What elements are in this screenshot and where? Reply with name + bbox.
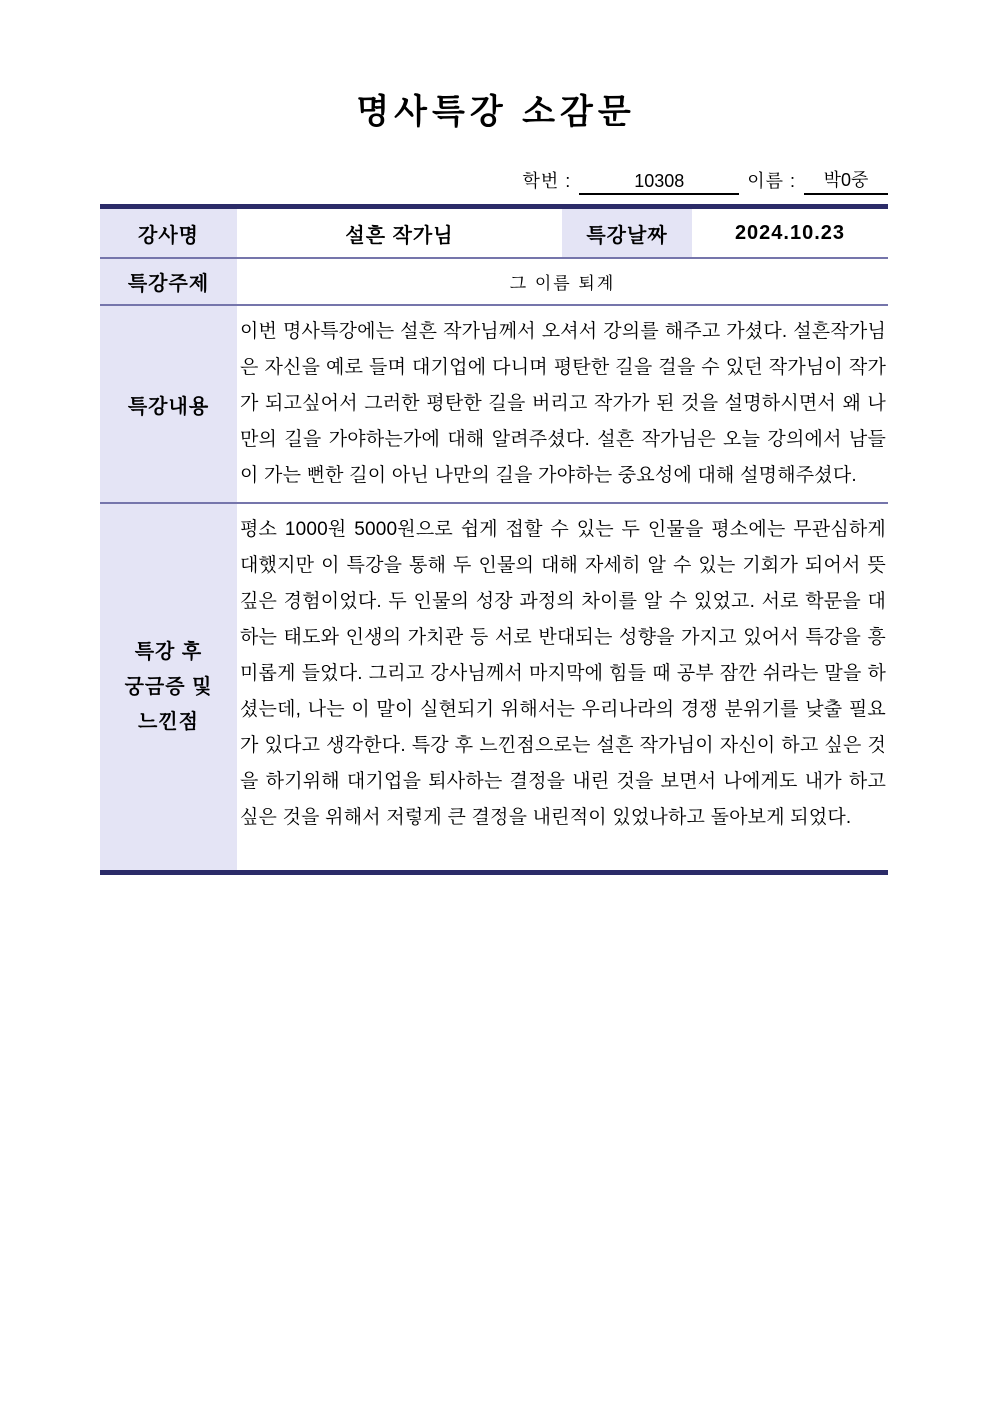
reflection-text: 평소 1000원 5000원으로 쉽게 접할 수 있는 두 인물을 평소에는 무관심하게 대했지만 이 특강을 통해 두 인물의 대해 자세히 알 수 있는 기회가 되어서 뜻 깊은 경험이었다. 두 인물의 성장 과정의 차이를 알 수 있었고. 서로 학문을 대하는 태도와 인생의 가치관 등 서로 반대되는 성향을 가지고 있어서 특강을 흥미롭게 들었다. 그리고 강사님께서 마지막에 힘들 때 공부 잠깐 쉬라는 말을 하셨는데, 나는 이 말이 실현되기 위해서는 우리나라의 경쟁 분위기를 낮출 필요가 있다고 생각한다. 특강 후 느낀점으로는 설흔 작가님이 자신이 하고 싶은 것을 하기위해 대기업을 퇴사하는 결정을 내린 것을 보면서 나에게도 내가 하고싶은 것을 위해서 저렇게 큰 결정을 내린적이 있었나하고 돌아보게 되었다. (240, 519, 886, 828)
lecture-date-header: 특강날짜 (562, 209, 692, 257)
page-title: 명사특강 소감문 (356, 93, 636, 131)
lecture-form-table (100, 204, 888, 875)
lecturer-name-header: 강사명 (100, 209, 237, 257)
reflection-header-line-3: 느낀점 (138, 710, 199, 733)
table-row-topic (100, 257, 888, 304)
lecturer-name-value: 설흔 작가님 (345, 224, 454, 247)
lecture-topic-value: 그 이름 퇴계 (509, 274, 616, 293)
table-row-lecturer-date (100, 209, 888, 257)
table-row-reflection (100, 502, 888, 870)
student-name-value: 박0중 (804, 166, 888, 195)
lecture-content-header: 특강내용 (100, 306, 237, 502)
reflection-header-line-2: 궁금증 및 (124, 675, 213, 698)
table-row-content (100, 304, 888, 502)
reflection-header (100, 504, 237, 870)
student-id-label: 학번 : (522, 171, 572, 191)
lecture-content-text: 이번 명사특강에는 설흔 작가님께서 오셔서 강의를 해주고 가셨다. 설흔작가님은 자신을 예로 들며 대기업에 다니며 평탄한 길을 걸을 수 있던 작가님이 작가가 되고싶어서 그러한 평탄한 길을 버리고 작가가 된 것을 설명하시면서 왜 나만의 길을 가야하는가에 대해 알려주셨다. 설흔 작가님은 오늘 강의에서 남들이 가는 뻔한 길이 아닌 나만의 길을 가야하는 중요성에 대해 설명해주셨다. (240, 321, 886, 486)
reflection-header-line-1: 특강 후 (134, 640, 203, 663)
student-name-label: 이름 : (747, 171, 796, 191)
student-info-line (100, 163, 888, 195)
lecture-date-value: 2024.10.23 (734, 221, 846, 244)
student-id-value: 10308 (579, 171, 739, 195)
lecture-topic-header: 특강주제 (100, 259, 237, 304)
